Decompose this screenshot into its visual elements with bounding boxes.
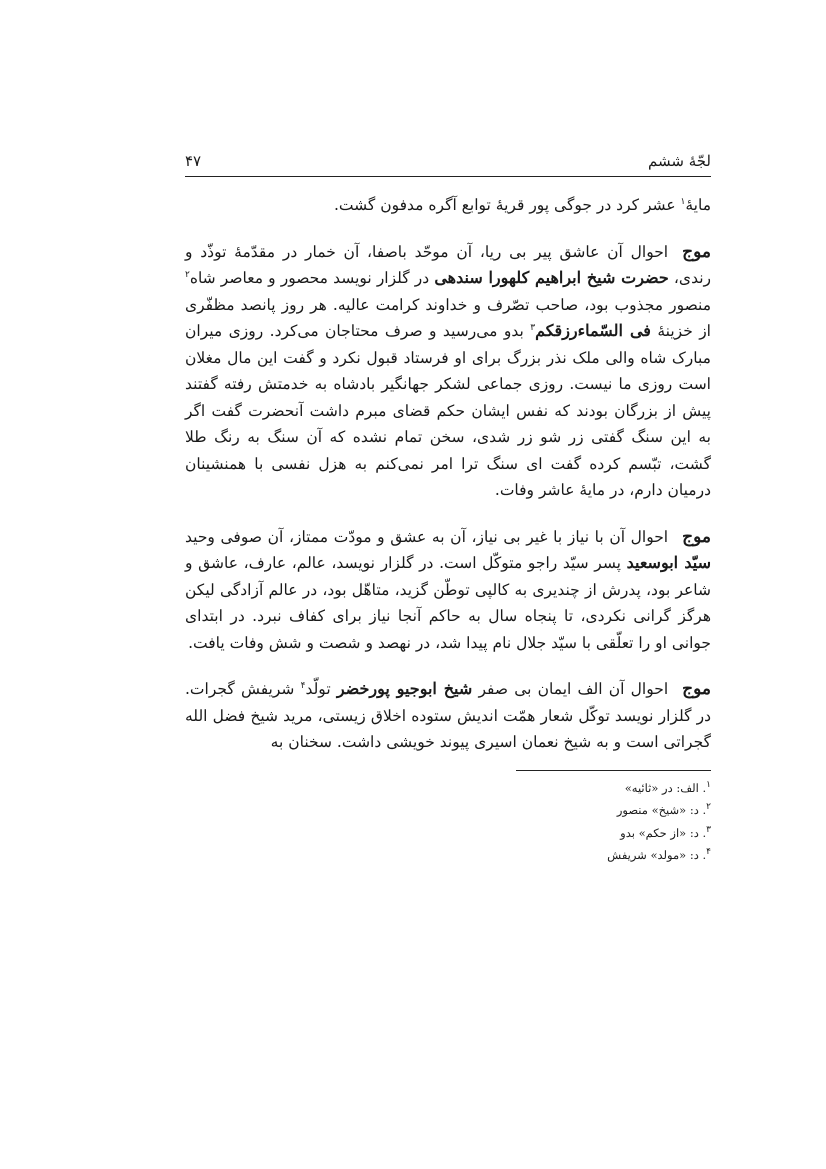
footnote-number: ۲ bbox=[706, 802, 711, 813]
paragraph-text: تولّد bbox=[305, 680, 337, 698]
footnote-ref-3: ۳ bbox=[530, 322, 536, 333]
paragraph-text: احوال آن الف ایمان بی صفر bbox=[472, 680, 669, 698]
paragraph-text: بدو می‌رسید و صرف محتاجان می‌کرد. روزی میران مبارک شاه والی ملک نذر بزرگ برای او فرستاد قبول نکرد و گفت این مال مغلان است روزی ما نیست. روزی جماعی لشکر جهانگیر بادشاه به خدمتش رفته گفتند پیش از بزرگان بودند که نفس ایشان حکم قضای مبرم داشت آنحضرت گفت اگر به این سنگ گفتی زر شو زر شدی، سخن تمام نشده که آن سنگ به رنگ طلا گشت، تبّسم کرده گفت ای سنگ ترا امر نمی‌کنم به هزل نفسی با همنشینان درمیان دارم، در مایهٔ عاشر وفات. bbox=[185, 322, 711, 499]
section-marker: موج bbox=[682, 526, 711, 547]
paragraph-text: شریفش گجرات. در گلزار نویسد توکّل شعار همّت اندیش ستوده اخلاق زیستی، مرید شیخ فضل الله گجراتی است و به شیخ نعمان اسیری پیوند خویشی داشت. سخنان به bbox=[185, 680, 711, 751]
paragraph-4 bbox=[185, 676, 711, 756]
footnote-text: . د: «شیخ» منصور bbox=[616, 803, 707, 817]
person-name: حضرت شیخ ابراهیم کلهورا سندهی bbox=[434, 268, 669, 287]
paragraph-text: پسر سیّد راجو متوکّل است. در گلزار نویسد، عالم، عارف، عاشق و شاعر بود، پدرش از چندیری به کالپی توطّن گزید، متاهّل بود، در عالم آزادگی لیکن هرگز گرانی نکردی، تا پنجاه سال به حاکم آنجا نیاز برای کفاف نبرد. در ابتدای جوانی او را تعلّقی با سیّد جلال نام پیدا شد، در نهصد و شصت و شش وفات یافت. bbox=[185, 554, 711, 652]
book-page bbox=[185, 150, 711, 1050]
paragraph-text: عشر کرد در جوگی پور قریهٔ توابع آگره مدفون گشت. bbox=[333, 196, 681, 214]
person-name: سیّد ابوسعید bbox=[626, 553, 712, 572]
paragraph-text: احوال آن عاشق پیر بی ریا، آن موحّد باصفا، آن خمار در مقدّمهٔ توذّد و رندی، bbox=[185, 242, 712, 287]
footnote-number: ۴ bbox=[706, 847, 711, 858]
paragraph-text: احوال آن با نیاز با غیر بی نیاز، آن به عشق و مودّت ممتاز، آن صوفی وحید bbox=[185, 527, 669, 546]
section-marker: موج bbox=[682, 679, 712, 699]
footnote-ref-1: ۱ bbox=[680, 196, 686, 207]
paragraph-text: مایهٔ bbox=[685, 196, 711, 214]
footnote-text: . الف: در «ثائیه» bbox=[624, 780, 707, 795]
footnote-1 bbox=[185, 777, 711, 800]
footnote-4 bbox=[185, 844, 711, 867]
footnote-text: . د: «مولد» شریفش bbox=[607, 848, 707, 862]
paragraph-text: در گلزار نویسد محصور و معاصر شاه bbox=[189, 269, 435, 287]
footnote-3 bbox=[185, 822, 711, 845]
paragraph-text: منصور مجذوب بود، صاحب تصّرف و خداوند کرامت عالیه. هر روز پانصد مظفّری از خزینهٔ bbox=[185, 295, 711, 340]
footnotes bbox=[185, 770, 711, 867]
footnote-number: ۳ bbox=[706, 824, 711, 835]
footnote-text: . د: «از حکم» بدو bbox=[620, 825, 707, 840]
footnote-ref-4: ۴ bbox=[300, 680, 306, 691]
footnote-2 bbox=[185, 799, 711, 822]
person-name: شیخ ابوجیو پورخضر bbox=[336, 679, 473, 698]
paragraph-2 bbox=[185, 239, 711, 504]
paragraph-3 bbox=[185, 524, 711, 657]
quoted-phrase: فی السّماءرزقکم bbox=[535, 321, 651, 340]
footnote-divider bbox=[516, 770, 711, 771]
paragraph-1 bbox=[185, 192, 711, 219]
running-header bbox=[185, 150, 711, 177]
page-number: ۴۷ bbox=[185, 152, 202, 170]
page-body bbox=[185, 192, 711, 756]
footnote-number: ۱ bbox=[706, 779, 711, 790]
section-marker: موج bbox=[682, 241, 711, 262]
running-title: لجّهٔ ششم bbox=[648, 152, 711, 170]
footnote-ref-2: ۲ bbox=[185, 269, 190, 280]
